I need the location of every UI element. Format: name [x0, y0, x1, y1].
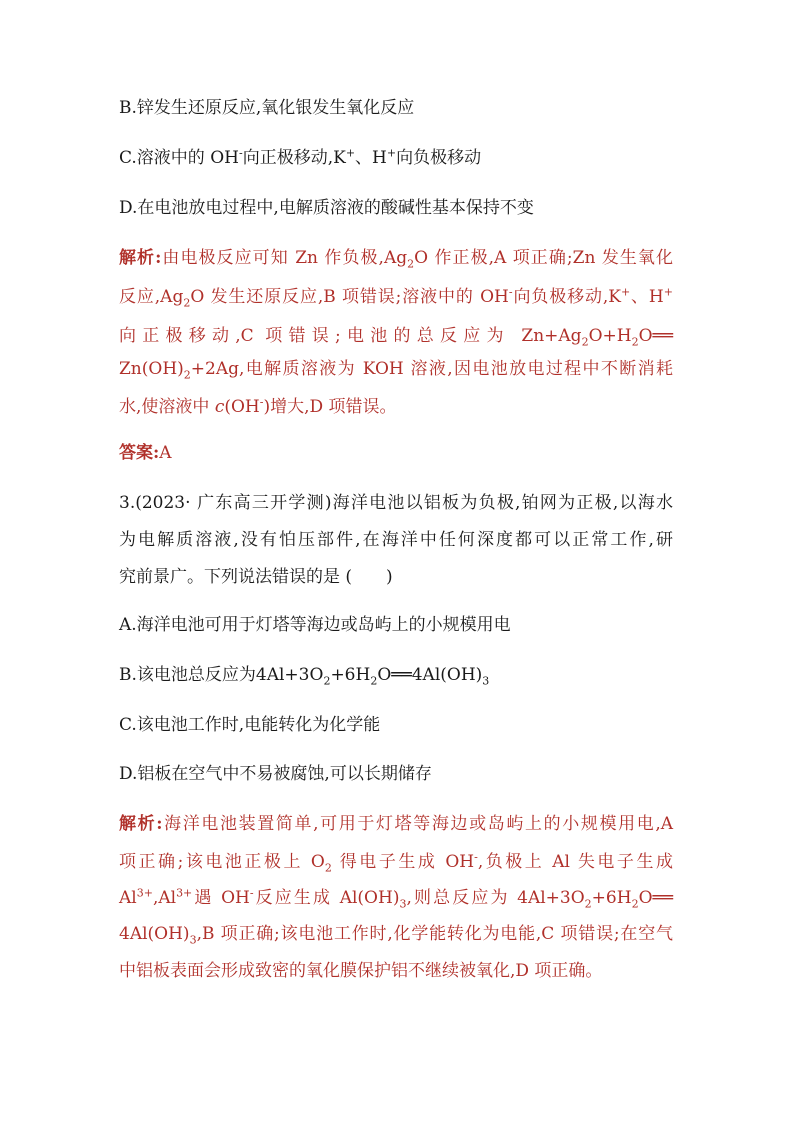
q3-option-c: C.该电池工作时,电能转化为化学能: [119, 715, 381, 735]
q2-option-b: B.锌发生还原反应,氧化银发生氧化反应: [119, 98, 415, 118]
q2-analysis-line-1: 解析:由电极反应可知 Zn 作负极$,Ag_2O$ 作正极,A 项正确;Zn 发生氧化: [119, 248, 673, 271]
q3-stem-line-2: 为电解质溶液,没有怕压部件,在海洋中任何深度都可以正常工作,研: [119, 530, 673, 550]
q3-analysis-line-2: 项正确;该电池正极上 $O_2$ 得电子生成 OH-,负极上 Al 失电子生成: [119, 850, 673, 875]
q2-analysis-line-3: 向正极移动,C 项错误;电池的总反应为 $Zn+Ag_2O+H_2O══$: [119, 326, 673, 349]
q3-option-d: D.铝板在空气中不易被腐蚀,可以长期储存: [119, 764, 432, 784]
q3-stem-line-1: 3.(2023· 广东高三开学测)海洋电池以铝板为负极,铂网为正极,以海水: [119, 493, 673, 513]
q3-stem-line-3: 究前景广。下列说法错误的是 ( ): [119, 567, 393, 587]
q3-option-a: A.海洋电池可用于灯塔等海边或岛屿上的小规模用电: [119, 615, 511, 635]
q3-option-b: B.该电池总反应为$4Al+3O_2+6H_2O══4Al(OH)_3$: [119, 665, 490, 688]
q3-analysis-line-5: 中铝板表面会形成致密的氧化膜保护铝不继续被氧化,D 项正确。: [119, 961, 603, 981]
q3-analysis-line-1: 解析:海洋电池装置简单,可用于灯塔等海边或岛屿上的小规模用电,A: [119, 814, 673, 834]
q2-answer: 答案:A: [119, 443, 172, 463]
q2-analysis-line-2: 反应$,Ag_2O$ 发生还原反应,B 项错误;溶液中的 OH-向负极移动,K+、H+: [119, 285, 673, 310]
q2-option-c: C.溶液中的 OH-向正极移动,K+、H+向负极移动: [119, 146, 482, 168]
q3-analysis-line-4: $4Al(OH)_3,B$ 项正确;该电池工作时,化学能转化为电能,C 项错误;在空气: [119, 924, 673, 947]
q3-analysis-line-3: $Al^{3+},Al^{3+}$遇 OH-反应生成 $Al(OH)_3$,则总反应为 $4Al+3O_2+6H_2O══$: [119, 886, 673, 911]
q2-analysis-line-5: 水,使溶液中 c(OH-)增大,D 项错误。: [119, 395, 397, 417]
q2-analysis-line-4: $Zn(OH)_2+2Ag$,电解质溶液为 KOH 溶液,因电池放电过程中不断消耗: [119, 359, 673, 382]
q2-option-d: D.在电池放电过程中,电解质溶液的酸碱性基本保持不变: [119, 198, 534, 218]
